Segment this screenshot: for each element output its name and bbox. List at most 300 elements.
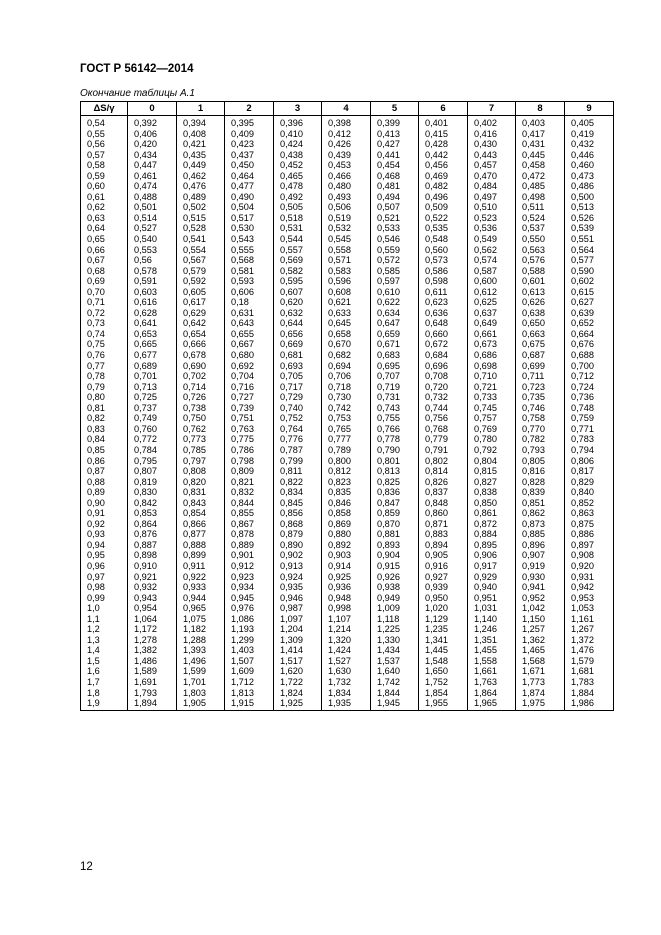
table-cell: 0,867 — [225, 519, 274, 530]
table-cell: 0,921 — [128, 572, 177, 583]
table-cell: 0,729 — [274, 392, 322, 403]
table-cell: 1,424 — [322, 645, 371, 656]
table-cell: 1,661 — [468, 666, 516, 677]
table-cell: 0,932 — [128, 582, 177, 593]
table-cell: 0,571 — [322, 255, 371, 266]
table-cell: 0,432 — [565, 139, 614, 150]
table-cell: 0,911 — [177, 561, 225, 572]
table-cell: 0,398 — [322, 116, 371, 129]
table-cell: 0,885 — [516, 529, 565, 540]
table-cell: 0,863 — [565, 508, 614, 519]
table-cell: 0,736 — [565, 392, 614, 403]
table-cell: 0,598 — [419, 276, 468, 287]
table-cell: 0,546 — [371, 234, 419, 245]
table-cell: 0,548 — [419, 234, 468, 245]
table-cell: 0,474 — [128, 181, 177, 192]
table-cell: 0,786 — [225, 445, 274, 456]
table-cell: 0,678 — [177, 350, 225, 361]
table-cell: 0,539 — [565, 223, 614, 234]
table-cell: 0,581 — [225, 266, 274, 277]
table-cell: 0,941 — [516, 582, 565, 593]
table-cell: 0,559 — [371, 245, 419, 256]
table-cell: 1,172 — [128, 624, 177, 635]
table-cell: 0,658 — [322, 329, 371, 340]
table-row — [81, 392, 614, 403]
table-cell: 1,548 — [419, 656, 468, 667]
table-cell: 0,746 — [516, 403, 565, 414]
table-cell: 0,438 — [274, 150, 322, 161]
table-cell: 0,783 — [565, 434, 614, 445]
row-label-cell: 0,92 — [81, 519, 128, 530]
table-row — [81, 192, 614, 203]
table-cell: 0,693 — [274, 361, 322, 372]
row-label-cell: 0,61 — [81, 192, 128, 203]
table-cell: 0,482 — [419, 181, 468, 192]
table-cell: 1,813 — [225, 688, 274, 699]
table-cell: 0,480 — [322, 181, 371, 192]
table-row — [81, 403, 614, 414]
column-header: 1 — [177, 102, 225, 116]
table-row — [81, 456, 614, 467]
table-cell: 0,790 — [371, 445, 419, 456]
table-cell: 1,732 — [322, 677, 371, 688]
table-cell: 1,965 — [468, 698, 516, 710]
table-cell: 0,417 — [516, 129, 565, 140]
table-cell: 0,801 — [371, 456, 419, 467]
table-cell: 0,843 — [177, 498, 225, 509]
table-cell: 0,772 — [128, 434, 177, 445]
table-cell: 0,700 — [565, 361, 614, 372]
row-label-cell: 1,1 — [81, 614, 128, 625]
table-cell: 1,351 — [468, 635, 516, 646]
table-cell: 0,622 — [371, 297, 419, 308]
table-cell: 1,309 — [274, 635, 322, 646]
table-cell: 0,847 — [371, 498, 419, 509]
table-row — [81, 582, 614, 593]
table-cell: 1,609 — [225, 666, 274, 677]
table-cell: 0,458 — [516, 160, 565, 171]
table-cell: 0,694 — [322, 361, 371, 372]
table-cell: 0,827 — [468, 477, 516, 488]
row-label-cell: 0,54 — [81, 116, 128, 129]
row-label-cell: 0,82 — [81, 413, 128, 424]
table-row — [81, 223, 614, 234]
table-row — [81, 297, 614, 308]
table-cell: 0,763 — [225, 424, 274, 435]
table-cell: 0,723 — [516, 382, 565, 393]
table-cell: 0,822 — [274, 477, 322, 488]
table-cell: 0,497 — [468, 192, 516, 203]
row-label-cell: 1,9 — [81, 698, 128, 710]
table-cell: 1,752 — [419, 677, 468, 688]
table-cell: 0,642 — [177, 318, 225, 329]
table-cell: 0,578 — [128, 266, 177, 277]
table-row — [81, 234, 614, 245]
table-row — [81, 318, 614, 329]
table-row — [81, 498, 614, 509]
table-cell: 0,567 — [177, 255, 225, 266]
table-cell: 0,633 — [322, 308, 371, 319]
table-cell: 0,942 — [565, 582, 614, 593]
table-row — [81, 171, 614, 182]
table-cell: 0,916 — [419, 561, 468, 572]
table-cell: 0,601 — [516, 276, 565, 287]
row-label-cell: 0,94 — [81, 540, 128, 551]
table-cell: 0,421 — [177, 139, 225, 150]
table-cell: 0,18 — [225, 297, 274, 308]
table-cell: 1,086 — [225, 614, 274, 625]
table-cell: 0,430 — [468, 139, 516, 150]
table-cell: 0,447 — [128, 160, 177, 171]
table-cell: 0,799 — [274, 456, 322, 467]
table-cell: 0,902 — [274, 550, 322, 561]
row-label-cell: 0,89 — [81, 487, 128, 498]
table-cell: 1,257 — [516, 624, 565, 635]
table-cell: 0,733 — [468, 392, 516, 403]
table-cell: 0,488 — [128, 192, 177, 203]
table-cell: 1,844 — [371, 688, 419, 699]
table-cell: 0,719 — [371, 382, 419, 393]
table-cell: 0,943 — [128, 593, 177, 604]
table-cell: 0,853 — [128, 508, 177, 519]
table-cell: 0,456 — [419, 160, 468, 171]
table-row — [81, 656, 614, 667]
table-cell: 0,574 — [468, 255, 516, 266]
column-header: 5 — [371, 102, 419, 116]
row-label-cell: 0,74 — [81, 329, 128, 340]
table-cell: 0,523 — [468, 213, 516, 224]
table-cell: 0,689 — [128, 361, 177, 372]
table-cell: 1,558 — [468, 656, 516, 667]
table-cell: 0,846 — [322, 498, 371, 509]
table-cell: 0,852 — [565, 498, 614, 509]
table-cell: 0,408 — [177, 129, 225, 140]
page-number: 12 — [80, 861, 93, 873]
table-cell: 0,906 — [468, 550, 516, 561]
table-cell: 0,564 — [565, 245, 614, 256]
table-cell: 0,490 — [225, 192, 274, 203]
table-cell: 0,645 — [322, 318, 371, 329]
table-cell: 0,726 — [177, 392, 225, 403]
table-cell: 0,568 — [225, 255, 274, 266]
table-cell: 1,476 — [565, 645, 614, 656]
table-cell: 0,823 — [322, 477, 371, 488]
table-cell: 0,856 — [274, 508, 322, 519]
row-label-cell: 0,99 — [81, 593, 128, 604]
table-cell: 1,362 — [516, 635, 565, 646]
table-cell: 0,518 — [274, 213, 322, 224]
table-cell: 0,948 — [322, 593, 371, 604]
table-cell: 0,644 — [274, 318, 322, 329]
table-cell: 1,834 — [322, 688, 371, 699]
document-header: ГОСТ Р 56142—2014 — [80, 63, 194, 75]
table-cell: 0,792 — [468, 445, 516, 456]
row-label-cell: 1,0 — [81, 603, 128, 614]
table-cell: 0,776 — [274, 434, 322, 445]
data-table — [80, 101, 614, 711]
table-row — [81, 698, 614, 710]
table-cell: 0,757 — [468, 413, 516, 424]
table-cell: 0,676 — [565, 339, 614, 350]
table-cell: 1,372 — [565, 635, 614, 646]
table-cell: 1,722 — [274, 677, 322, 688]
table-cell: 1,925 — [274, 698, 322, 710]
table-cell: 0,821 — [225, 477, 274, 488]
table-cell: 0,462 — [177, 171, 225, 182]
table-cell: 0,831 — [177, 487, 225, 498]
table-header-row — [81, 102, 614, 116]
table-row — [81, 361, 614, 372]
table-cell: 0,452 — [274, 160, 322, 171]
table-cell: 1,905 — [177, 698, 225, 710]
table-row — [81, 445, 614, 456]
table-cell: 0,502 — [177, 202, 225, 213]
table-cell: 0,808 — [177, 466, 225, 477]
table-cell: 0,416 — [468, 129, 516, 140]
table-cell: 0,610 — [371, 287, 419, 298]
table-cell: 0,522 — [419, 213, 468, 224]
row-label-cell: 0,55 — [81, 129, 128, 140]
table-cell: 0,933 — [177, 582, 225, 593]
table-row — [81, 666, 614, 677]
table-cell: 0,639 — [565, 308, 614, 319]
table-cell: 1,620 — [274, 666, 322, 677]
table-cell: 0,711 — [516, 371, 565, 382]
table-cell: 0,950 — [419, 593, 468, 604]
table-row — [81, 614, 614, 625]
table-cell: 0,807 — [128, 466, 177, 477]
row-label-cell: 0,87 — [81, 466, 128, 477]
table-cell: 1,020 — [419, 603, 468, 614]
table-cell: 0,607 — [274, 287, 322, 298]
row-label-cell: 0,88 — [81, 477, 128, 488]
table-cell: 0,500 — [565, 192, 614, 203]
row-label-cell: 0,79 — [81, 382, 128, 393]
table-cell: 0,582 — [274, 266, 322, 277]
table-cell: 0,399 — [371, 116, 419, 129]
table-cell: 0,620 — [274, 297, 322, 308]
table-cell: 0,696 — [419, 361, 468, 372]
table-cell: 0,816 — [516, 466, 565, 477]
table-cell: 0,913 — [274, 561, 322, 572]
table-row — [81, 382, 614, 393]
table-cell: 0,445 — [516, 150, 565, 161]
table-cell: 0,890 — [274, 540, 322, 551]
row-label-cell: 0,96 — [81, 561, 128, 572]
table-cell: 0,698 — [468, 361, 516, 372]
table-cell: 0,590 — [565, 266, 614, 277]
table-cell: 0,727 — [225, 392, 274, 403]
table-cell: 0,819 — [128, 477, 177, 488]
table-cell: 0,545 — [322, 234, 371, 245]
table-cell: 1,330 — [371, 635, 419, 646]
table-cell: 0,743 — [371, 403, 419, 414]
table-cell: 0,750 — [177, 413, 225, 424]
table-cell: 0,952 — [516, 593, 565, 604]
table-cell: 1,225 — [371, 624, 419, 635]
table-cell: 0,670 — [322, 339, 371, 350]
table-row — [81, 572, 614, 583]
table-cell: 0,894 — [419, 540, 468, 551]
table-cell: 0,532 — [322, 223, 371, 234]
table-row — [81, 255, 614, 266]
table-cell: 0,850 — [468, 498, 516, 509]
table-cell: 0,652 — [565, 318, 614, 329]
table-cell: 1,793 — [128, 688, 177, 699]
table-cell: 0,629 — [177, 308, 225, 319]
table-cell: 0,949 — [371, 593, 419, 604]
table-cell: 0,699 — [516, 361, 565, 372]
table-row — [81, 466, 614, 477]
table-cell: 0,615 — [565, 287, 614, 298]
table-row — [81, 181, 614, 192]
table-cell: 0,443 — [468, 150, 516, 161]
table-cell: 0,680 — [225, 350, 274, 361]
table-cell: 0,724 — [565, 382, 614, 393]
table-cell: 0,507 — [371, 202, 419, 213]
table-cell: 0,929 — [468, 572, 516, 583]
table-cell: 0,558 — [322, 245, 371, 256]
table-cell: 0,537 — [516, 223, 565, 234]
table-cell: 0,901 — [225, 550, 274, 561]
table-cell: 0,621 — [322, 297, 371, 308]
table-cell: 1,955 — [419, 698, 468, 710]
table-cell: 1,915 — [225, 698, 274, 710]
table-cell: 0,595 — [274, 276, 322, 287]
table-cell: 1,579 — [565, 656, 614, 667]
table-cell: 0,731 — [371, 392, 419, 403]
table-cell: 0,840 — [565, 487, 614, 498]
table-row — [81, 139, 614, 150]
table-cell: 0,616 — [128, 297, 177, 308]
table-cell: 0,837 — [419, 487, 468, 498]
table-cell: 0,791 — [419, 445, 468, 456]
table-cell: 0,541 — [177, 234, 225, 245]
table-cell: 0,439 — [322, 150, 371, 161]
table-cell: 0,654 — [177, 329, 225, 340]
table-cell: 0,752 — [274, 413, 322, 424]
table-cell: 1,320 — [322, 635, 371, 646]
table-cell: 0,663 — [516, 329, 565, 340]
table-cell: 0,789 — [322, 445, 371, 456]
table-cell: 0,412 — [322, 129, 371, 140]
table-cell: 0,514 — [128, 213, 177, 224]
table-cell: 0,905 — [419, 550, 468, 561]
table-cell: 0,560 — [419, 245, 468, 256]
table-cell: 1,712 — [225, 677, 274, 688]
table-cell: 0,454 — [371, 160, 419, 171]
table-cell: 0,926 — [371, 572, 419, 583]
row-label-cell: 0,93 — [81, 529, 128, 540]
table-cell: 0,437 — [225, 150, 274, 161]
table-cell: 0,888 — [177, 540, 225, 551]
table-cell: 0,860 — [419, 508, 468, 519]
table-cell: 0,946 — [274, 593, 322, 604]
table-cell: 0,910 — [128, 561, 177, 572]
table-cell: 0,524 — [516, 213, 565, 224]
table-cell: 0,449 — [177, 160, 225, 171]
column-header: 8 — [516, 102, 565, 116]
table-row — [81, 213, 614, 224]
table-cell: 0,897 — [565, 540, 614, 551]
table-cell: 0,930 — [516, 572, 565, 583]
table-cell: 1,299 — [225, 635, 274, 646]
row-label-cell: 0,81 — [81, 403, 128, 414]
row-label-cell: 0,83 — [81, 424, 128, 435]
table-cell: 1,864 — [468, 688, 516, 699]
table-cell: 1,783 — [565, 677, 614, 688]
table-cell: 0,842 — [128, 498, 177, 509]
table-cell: 0,925 — [322, 572, 371, 583]
table-cell: 0,922 — [177, 572, 225, 583]
table-cell: 0,826 — [419, 477, 468, 488]
table-cell: 1,465 — [516, 645, 565, 656]
table-cell: 0,762 — [177, 424, 225, 435]
table-cell: 0,859 — [371, 508, 419, 519]
table-cell: 0,764 — [274, 424, 322, 435]
table-cell: 0,465 — [274, 171, 322, 182]
table-cell: 0,441 — [371, 150, 419, 161]
table-cell: 1,042 — [516, 603, 565, 614]
table-cell: 0,673 — [468, 339, 516, 350]
table-cell: 0,392 — [128, 116, 177, 129]
table-cell: 0,766 — [371, 424, 419, 435]
table-cell: 0,486 — [565, 181, 614, 192]
table-cell: 0,472 — [516, 171, 565, 182]
table-cell: 1,118 — [371, 614, 419, 625]
table-cell: 0,496 — [419, 192, 468, 203]
table-cell: 0,419 — [565, 129, 614, 140]
table-cell: 0,866 — [177, 519, 225, 530]
row-label-cell: 0,60 — [81, 181, 128, 192]
table-cell: 0,893 — [371, 540, 419, 551]
table-cell: 0,431 — [516, 139, 565, 150]
row-label-cell: 0,56 — [81, 139, 128, 150]
table-cell: 0,603 — [128, 287, 177, 298]
table-cell: 1,773 — [516, 677, 565, 688]
table-cell: 1,701 — [177, 677, 225, 688]
table-cell: 0,899 — [177, 550, 225, 561]
row-label-cell: 1,5 — [81, 656, 128, 667]
table-cell: 1,763 — [468, 677, 516, 688]
table-cell: 0,583 — [322, 266, 371, 277]
table-cell: 1,671 — [516, 666, 565, 677]
table-cell: 0,413 — [371, 129, 419, 140]
row-label-cell: 0,75 — [81, 339, 128, 350]
table-cell: 0,647 — [371, 318, 419, 329]
table-cell: 0,855 — [225, 508, 274, 519]
table-cell: 0,600 — [468, 276, 516, 287]
row-label-cell: 0,73 — [81, 318, 128, 329]
table-cell: 0,854 — [177, 508, 225, 519]
table-cell: 0,805 — [516, 456, 565, 467]
table-cell: 0,877 — [177, 529, 225, 540]
table-cell: 1,537 — [371, 656, 419, 667]
table-cell: 0,800 — [322, 456, 371, 467]
table-cell: 0,802 — [419, 456, 468, 467]
table-cell: 0,798 — [225, 456, 274, 467]
table-cell: 1,824 — [274, 688, 322, 699]
row-label-cell: 1,4 — [81, 645, 128, 656]
table-cell: 1,650 — [419, 666, 468, 677]
table-cell: 0,871 — [419, 519, 468, 530]
table-cell: 0,597 — [371, 276, 419, 287]
row-label-cell: 1,3 — [81, 635, 128, 646]
table-cell: 1,064 — [128, 614, 177, 625]
table-cell: 0,627 — [565, 297, 614, 308]
table-cell: 0,585 — [371, 266, 419, 277]
table-cell: 0,531 — [274, 223, 322, 234]
